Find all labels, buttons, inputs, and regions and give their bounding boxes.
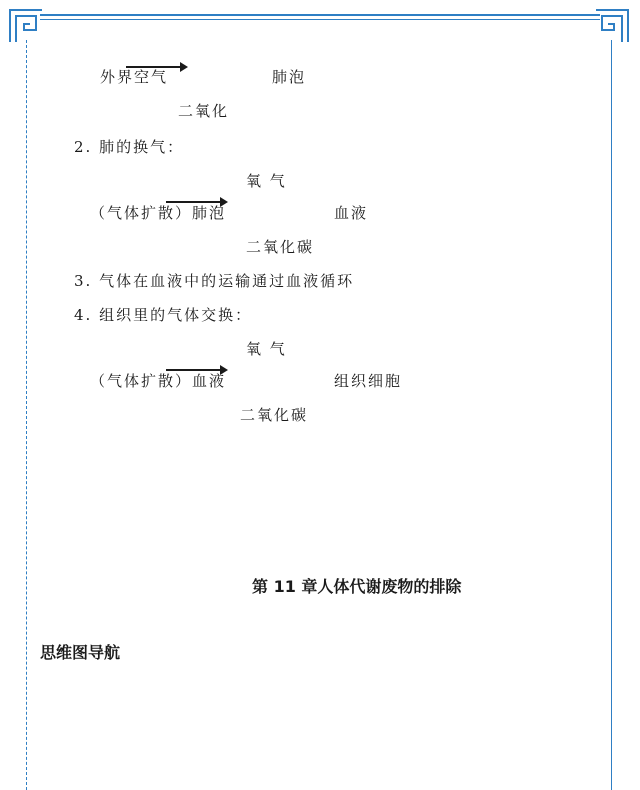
frame-top-inner-border [40,19,600,20]
tissue-cells-label: 组织细胞 [334,372,403,390]
frame-top-border [40,14,600,16]
frame-corner-top-right [592,6,632,46]
arrow-right-icon [126,66,182,68]
arrow-right-icon [166,369,222,371]
outside-air-label: 外界空气 [100,68,169,86]
frame-left-border [26,40,27,790]
frame-right-border [611,40,612,790]
oxygen-label: 氧 气 [246,172,287,190]
arrow-right-icon [166,201,222,203]
diffusion-blood-label: （气体扩散）血液 [90,372,227,390]
diffusion-alveoli-label: （气体扩散）肺泡 [90,204,227,222]
frame-corner-top-left [6,6,46,46]
item-blood-transport: 3. 气体在血液中的运输通过血液循环 [74,272,355,290]
mind-map-heading: 思维图导航 [40,643,121,662]
item-tissue-gas-exchange: 4. 组织里的气体交换： [74,306,253,324]
oxygen-label: 氧 气 [246,340,287,358]
item-lung-gas-exchange: 2. 肺的换气： [74,138,185,156]
blood-label: 血液 [334,204,369,222]
carbon-dioxide-label: 二氧化碳 [246,238,315,256]
carbon-dioxide-label: 二氧化碳 [240,406,309,424]
chapter-title: 第 11 章人体代谢废物的排除 [252,577,462,596]
carbon-dioxide-label: 二氧化 [178,102,230,120]
alveoli-label: 肺泡 [272,68,307,86]
